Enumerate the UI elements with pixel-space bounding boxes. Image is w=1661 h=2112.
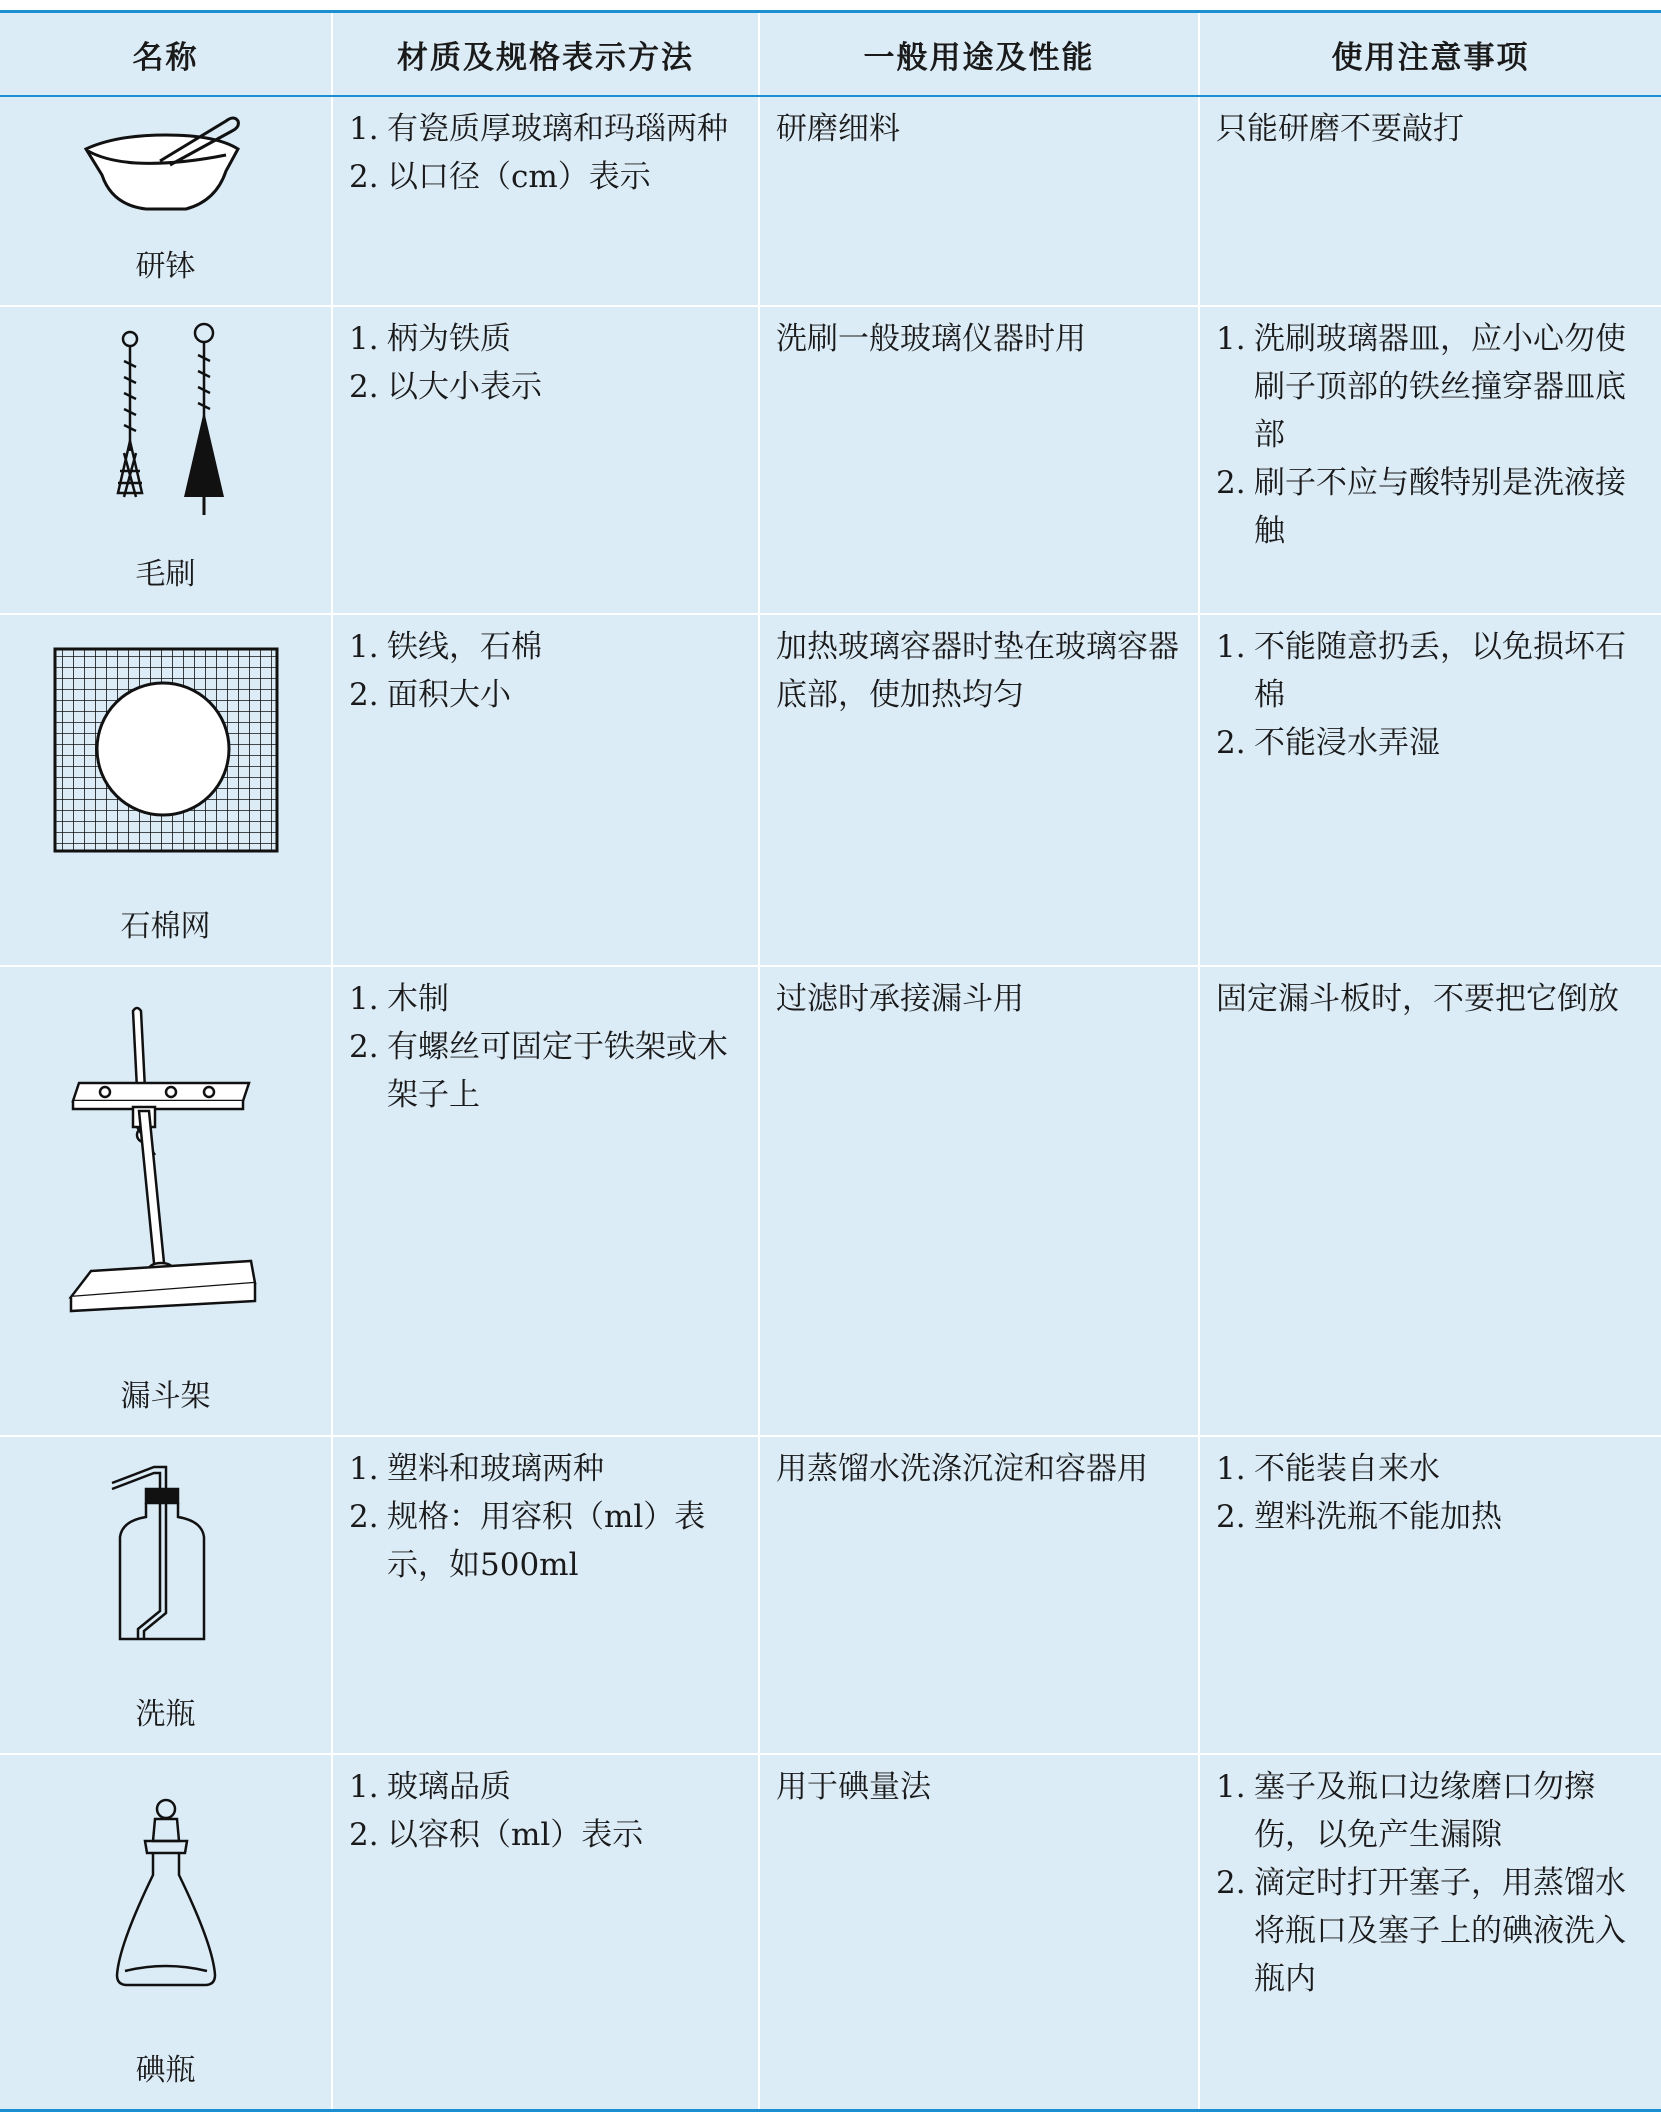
notes-cell: [1199, 1436, 1661, 1754]
note-item: 2. 塑料洗瓶不能加热: [1216, 1499, 1502, 1535]
notes-cell: 固定漏斗板时，不要把它倒放: [1199, 966, 1661, 1436]
notes-cell: [1199, 1754, 1661, 2111]
name-cell: [0, 1436, 332, 1754]
funnel-stand-icon: [61, 1001, 271, 1331]
spec-cell: [332, 96, 759, 306]
use-cell: 加热玻璃容器时垫在玻璃容器底部，使加热均匀: [759, 614, 1199, 966]
spec-item: 2. 以口径（cm）表示: [349, 159, 651, 195]
instrument-name: 漏斗架: [120, 1379, 211, 1414]
instrument-name: 毛刷: [135, 557, 196, 592]
note-item: 2. 不能浸水弄湿: [1216, 725, 1440, 761]
table-row: [0, 306, 1661, 614]
instrument-name: 碘瓶: [135, 2053, 196, 2088]
name-cell: [0, 966, 332, 1436]
notes-cell: [1199, 306, 1661, 614]
table-row: [0, 1436, 1661, 1754]
spec-cell: [332, 306, 759, 614]
mortar-and-pestle-icon: [76, 109, 256, 219]
use-cell: 洗刷一般玻璃仪器时用: [759, 306, 1199, 614]
spec-cell: [332, 966, 759, 1436]
spec-item: 2. 规格：用容积（ml）表示，如500ml: [349, 1499, 706, 1583]
table-row: [0, 966, 1661, 1436]
note-item: 2. 滴定时打开塞子，用蒸馏水将瓶口及塞子上的碘液洗入瓶内: [1216, 1865, 1626, 1997]
instrument-name: 洗瓶: [135, 1697, 196, 1732]
brush-icon: [96, 321, 236, 521]
spec-item: 1. 铁线，石棉: [349, 629, 542, 665]
note-item: 2. 刷子不应与酸特别是洗液接触: [1216, 465, 1626, 549]
table-row: [0, 96, 1661, 306]
spec-item: 2. 有螺丝可固定于铁架或木架子上: [349, 1029, 728, 1113]
table-row: [0, 614, 1661, 966]
use-cell: 用蒸馏水洗涤沉淀和容器用: [759, 1436, 1199, 1754]
spec-item: 2. 以大小表示: [349, 369, 542, 405]
instrument-name: 石棉网: [120, 909, 211, 944]
spec-item: 1. 塑料和玻璃两种: [349, 1451, 604, 1487]
use-cell: 用于碘量法: [759, 1754, 1199, 2111]
spec-item: 2. 以容积（ml）表示: [349, 1817, 644, 1853]
note-item: 1. 塞子及瓶口边缘磨口勿擦伤，以免产生漏隙: [1216, 1769, 1595, 1853]
note-item: 1. 不能装自来水: [1216, 1451, 1440, 1487]
spec-cell: [332, 1754, 759, 2111]
name-cell: [0, 1754, 332, 2111]
spec-item: 1. 玻璃品质: [349, 1769, 511, 1805]
instrument-name: 研钵: [135, 249, 196, 284]
spec-item: 1. 木制: [349, 981, 449, 1017]
name-cell: [0, 306, 332, 614]
header-spec: 材质及规格表示方法: [332, 12, 759, 97]
wash-bottle-icon: [106, 1461, 226, 1651]
spec-item: 1. 有瓷质厚玻璃和玛瑙两种: [349, 111, 728, 147]
spec-cell: [332, 1436, 759, 1754]
iodine-flask-icon: [111, 1795, 221, 1995]
note-item: 1. 洗刷玻璃器皿，应小心勿使刷子顶部的铁丝撞穿器皿底部: [1216, 321, 1626, 453]
header-use: 一般用途及性能: [759, 12, 1199, 97]
spec-cell: [332, 614, 759, 966]
use-cell: 过滤时承接漏斗用: [759, 966, 1199, 1436]
note-item: 1. 不能随意扔丢，以免损坏石棉: [1216, 629, 1626, 713]
header-name: 名称: [0, 12, 332, 97]
notes-cell: 只能研磨不要敲打: [1199, 96, 1661, 306]
notes-cell: [1199, 614, 1661, 966]
instrument-table: [0, 10, 1661, 2112]
spec-item: 2. 面积大小: [349, 677, 511, 713]
name-cell: [0, 614, 332, 966]
header-row: [0, 12, 1661, 97]
name-cell: [0, 96, 332, 306]
spec-item: 1. 柄为铁质: [349, 321, 511, 357]
table-row: [0, 1754, 1661, 2111]
header-notes: 使用注意事项: [1199, 12, 1661, 97]
asbestos-gauze-icon: [51, 645, 281, 855]
use-cell: 研磨细料: [759, 96, 1199, 306]
